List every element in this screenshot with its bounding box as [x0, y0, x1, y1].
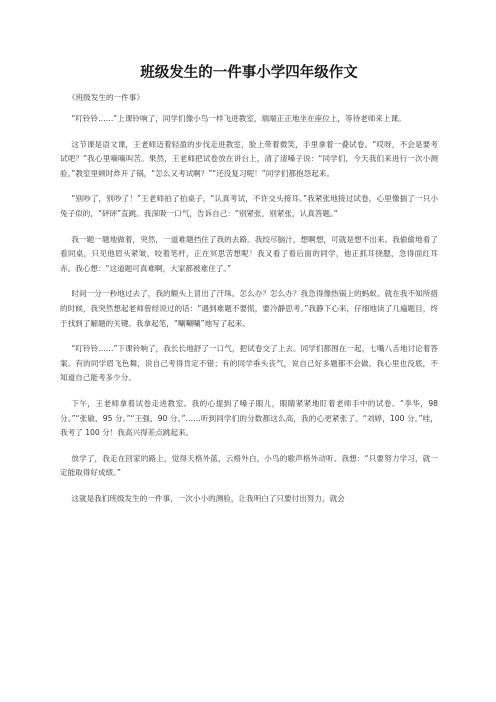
paragraph: 时间一分一秒地过去了，我的额头上冒出了汗珠。怎么办？怎么办？我急得像热锅上的蚂蚁。就在我不知所措的时候，我突然想起老师曾经说过的话：“遇到难题不要慌，要冷静思考。”我静下心来，仔细地读了几遍题目，终于找到了解题的关键。我拿起笔，“唰唰唰”地写了起来。 [60, 289, 438, 328]
paragraph: 放学了，我走在回家的路上，觉得天格外蓝，云格外白，小鸟的歌声格外动听。我想：“只要努力学习，就一定能取得好成绩。” [60, 453, 438, 478]
paragraph: 我一题一题地做着，突然，一道难题挡住了我的去路。我绞尽脑汁，想啊想，可就是想不出来。我偷偷地看了看同桌，只见他眉头紧皱，咬着笔杆，正在冥思苦想呢！我又看了看后面的同学，他正抓耳挠腮，急得面红耳赤。我心想：“这道题可真难啊，大家都被难住了。” [60, 234, 438, 273]
document-title: 班级发生的一件事小学四年级作文 [140, 65, 358, 81]
paragraph: 这就是我们班级发生的一件事，一次小小的测验，让我明白了只要付出努力，就会 [71, 493, 345, 503]
paragraph: 下午，王老师拿着试卷走进教室。我的心提到了嗓子眼儿，眼睛紧紧地盯着老师手中的试卷。“李华，98 分。”“张敏，95 分。”“王强，90 分。”……听到同学们的分数都这么高，我的心更紧张了。“刘婷，100 分。”哇，我考了 100 分！我高兴得差点跳起来。 [60, 398, 438, 438]
paragraph: 这节课是语文课，王老师迈着轻盈的步伐走进教室，脸上带着微笑，手里拿着一叠试卷。“哎呀，不会是要考试吧？”我心里嘀嘀叫苦。果然，王老师把试卷放在讲台上，清了清嗓子说：“同学们，今天我们来进行一次小测验。”教室里顿时炸开了锅，“怎么又考试啊？”“还没复习呢！”同学们都抱怨起来。 [60, 139, 438, 178]
paragraph: “叮铃铃……”下课铃响了，我长长地舒了一口气，把试卷交了上去。同学们都围在一起，七嘴八舌地讨论着答案。有的同学眉飞色舞，说自己考得肯定不错；有的同学垂头丧气，说自己好多题都不会做。我心里也没底，不知道自己能考多少分。 [60, 344, 438, 383]
document-subtitle: 《班级发生的一件事》 [68, 93, 144, 102]
paragraph: “别吵了，别吵了！”王老师拍了拍桌子，“认真考试，不许交头接耳。”我紧张地接过试卷，心里像揣了一只小兔子似的，“砰砰”直跳。我深吸一口气，告诉自己：“别紧张，别紧张，认真答题。” [60, 194, 438, 218]
paragraph: “叮铃铃……”上课铃响了，同学们像小鸟一样飞进教室，端端正正地坐在座位上，等待老师来上课。 [71, 114, 406, 123]
